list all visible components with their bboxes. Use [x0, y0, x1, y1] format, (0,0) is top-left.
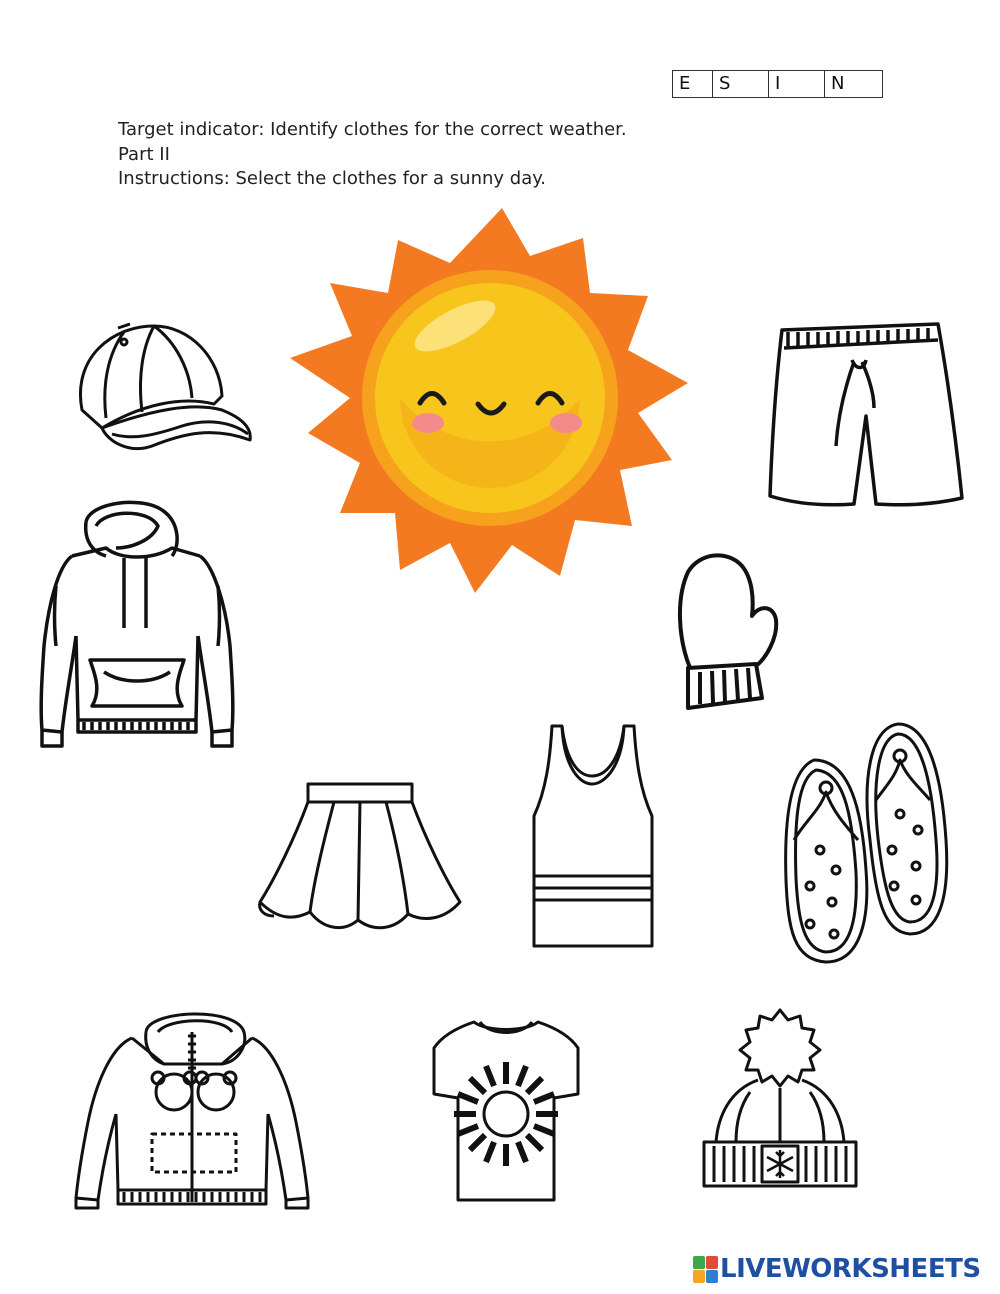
- grade-box-s[interactable]: S: [713, 71, 769, 97]
- sun-tshirt-item[interactable]: [430, 1014, 582, 1206]
- grade-box-i[interactable]: I: [769, 71, 825, 97]
- instructions: Instructions: Select the clothes for a sunny day.: [118, 168, 547, 189]
- grade-table: [672, 70, 883, 98]
- tank-top-item[interactable]: [528, 720, 658, 952]
- mitten-item[interactable]: [676, 548, 780, 714]
- cheek-right: [550, 413, 582, 433]
- cap-item[interactable]: [72, 318, 258, 464]
- snowflake-icon: [767, 1150, 793, 1178]
- liveworksheets-logo-icon: [693, 1256, 717, 1282]
- shorts-item[interactable]: [766, 320, 966, 512]
- worksheet-header: [118, 118, 627, 192]
- sun-image: [290, 208, 690, 593]
- logo-text: LIVEWORKSHEETS: [720, 1254, 981, 1284]
- cheek-left: [412, 413, 444, 433]
- grade-box-e[interactable]: E: [673, 71, 713, 97]
- skirt-item[interactable]: [254, 780, 466, 940]
- part-label: Part II: [118, 143, 170, 165]
- tshirt-sun-icon: [484, 1092, 528, 1136]
- liveworksheets-logo[interactable]: [693, 1254, 981, 1284]
- zip-jacket-item[interactable]: [72, 1002, 312, 1212]
- winter-hat-item[interactable]: [700, 1006, 860, 1196]
- target-indicator: Target indicator: Identify clothes for the correct weather.: [118, 119, 627, 140]
- flip-flops-item[interactable]: [780, 720, 954, 968]
- hoodie-item[interactable]: [32, 496, 240, 754]
- grade-box-n[interactable]: N: [831, 73, 845, 94]
